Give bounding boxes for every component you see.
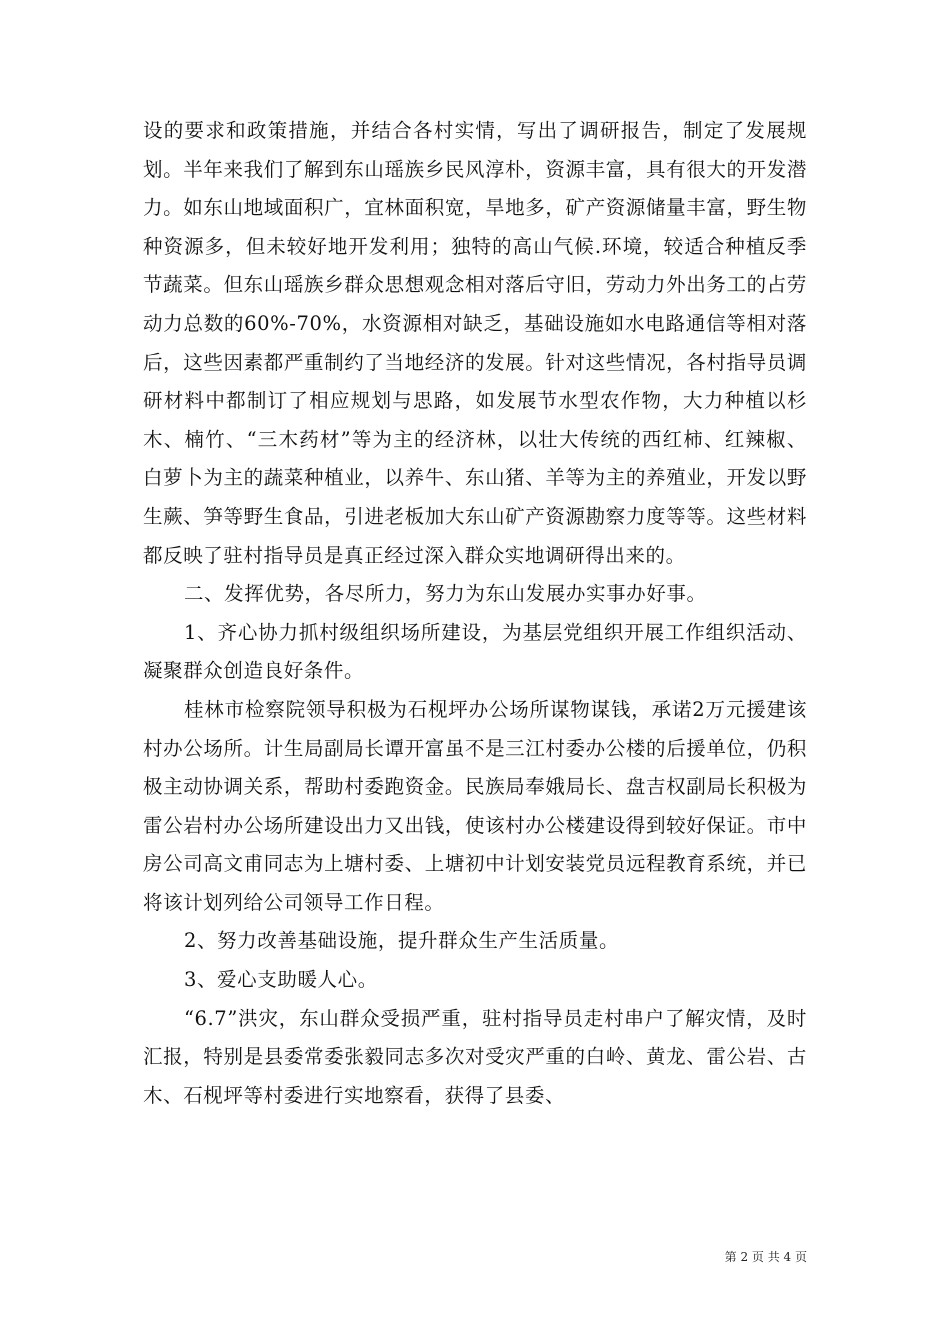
paragraph-6-subheading: 3、爱心支助暖人心。 [183,968,378,992]
paragraph-4: 桂林市检察院领导积极为石枧坪办公场所谋物谋钱，承诺2万元援建该村办公场所。计生局副局长谭开富虽不是三江村委办公楼的后援单位，仍积极主动协调关系，帮助村委跑资金。民族局奉娥局长、盘吉权副局长积极为雷公岩村办公场所建设出力又出钱，使该村办公楼建设得到较好保证。市中房公司高文甫同志为上塘村委、上塘初中计划安装党员远程教育系统，并已将该计划列给公司领导工作日程。 [143,697,807,914]
paragraph-1: 设的要求和政策措施，并结合各村实情，写出了调研报告，制定了发展规划。半年来我们了解到东山瑶族乡民风淳朴，资源丰富，具有很大的开发潜力。如东山地域面积广，宜林面积宽，旱地多，矿产资源储量丰富，野生物种资源多，但未较好地开发利用；独特的高山气候.环境，较适合种植反季节蔬菜。但东山瑶族乡群众思想观念相对落后守旧，劳动力外出务工的占劳动力总数的60%-70%，水资源相对缺乏，基础设施如水电路通信等相对落后，这些因素都严重制约了当地经济的发展。针对这些情况，各村指导员调研材料中都制订了相应规划与思路，如发展节水型农作物，大力种植以杉木、楠竹、“三木药材”等为主的经济林，以壮大传统的西红柿、红辣椒、白萝卜为主的蔬菜种植业，以养牛、东山猪、羊等为主的养殖业，开发以野生蕨、笋等野生食品，引进老板加大东山矿产资源勘察力度等等。这些材料都反映了驻村指导员是真正经过深入群众实地调研得出来的。 [143,119,807,567]
paragraph-3-subheading: 1、齐心协力抓村级组织场所建设，为基层党组织开展工作组织活动、凝聚群众创造良好条件。 [143,620,807,683]
body-text [143,112,807,1115]
page-number-footer: 第 2 页 共 4 页 [724,1250,807,1264]
paragraph-5-subheading: 2、努力改善基础设施，提升群众生产生活质量。 [183,929,620,953]
paragraph-2-heading: 二、发挥优势，各尽所力，努力为东山发展办实事办好事。 [183,582,707,606]
paragraph-7: “6.7”洪灾，东山群众受损严重，驻村指导员走村串户了解灾情，及时汇报，特别是县委常委张毅同志多次对受灾严重的白岭、黄龙、雷公岩、古木、石枧坪等村委进行实地察看，获得了县委、 [143,1006,807,1107]
